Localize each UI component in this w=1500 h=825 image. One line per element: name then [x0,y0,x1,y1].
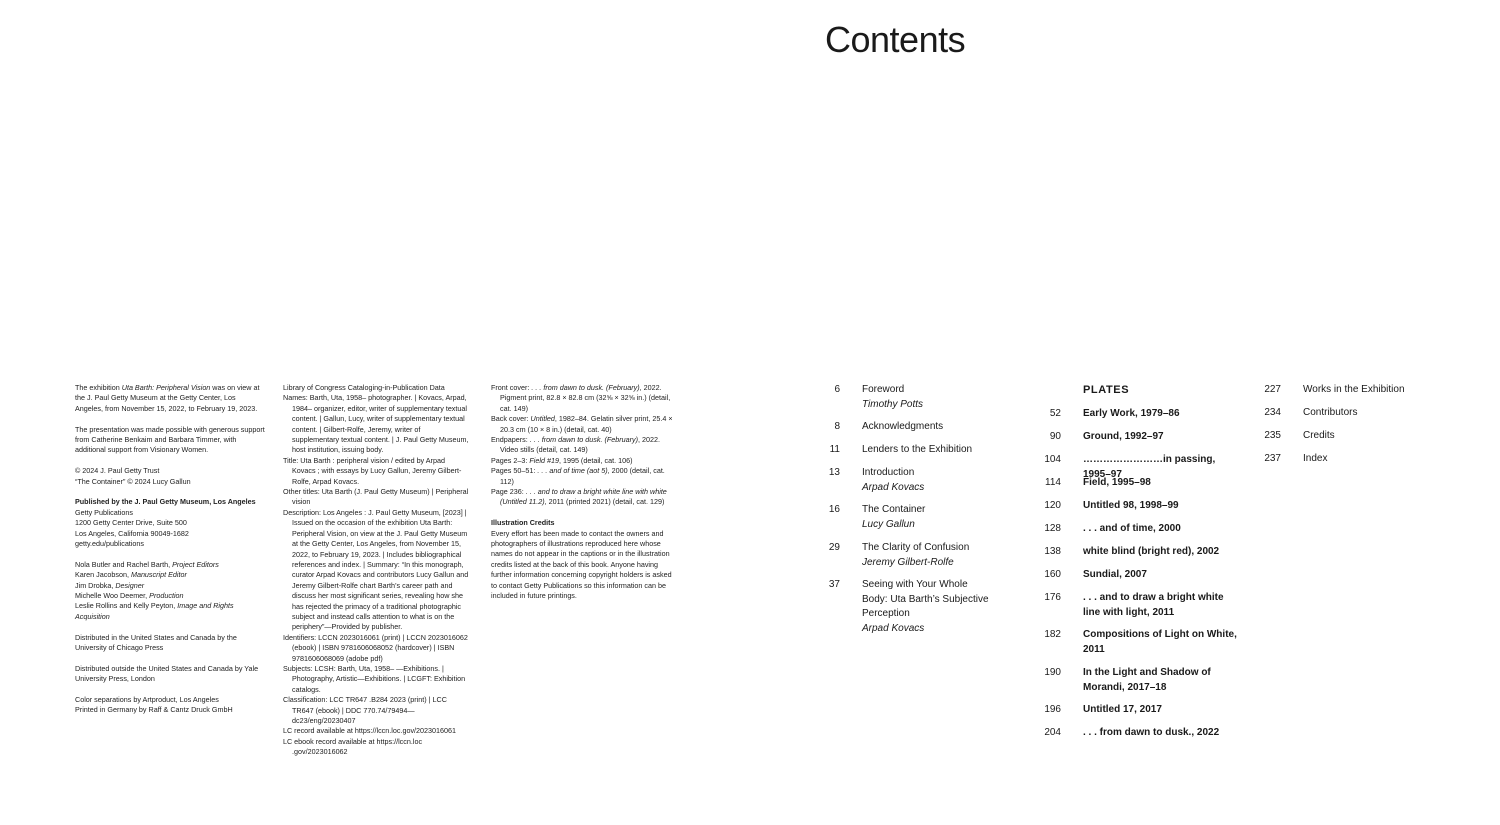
toc-page-number: 8 [834,421,840,432]
plate-page-number: 90 [1049,431,1061,442]
plates-heading: PLATES [1083,384,1130,396]
cip-line: LC record available at https://lccn.loc.gov/2023016061 [283,726,457,736]
endpapers-credit: Endpapers: . . . from dawn to dusk. (February), 2022. Video stills (detail, cat. 149) [491,435,660,455]
toc-page-number: 16 [828,504,840,515]
toc-page-number: 37 [828,579,840,590]
toc-title: The Clarity of Confusion Jeremy Gilbert-Rolfe [862,542,970,568]
cip-line: Description: Los Angeles : J. Paul Getty Museum, [2023] | Issued on the occasion of the exhibition Uta Barth: Peripheral Vision, on view at the J. Paul Getty Museum at the Getty Center, Los Angeles, from November 15, 2022, to February 19, 2023. | Includes bibliographical references and index. | Summary: “In this monograph, curator Arpad Kovacs and contributors Lucy Gallun and Jeremy Gilbert-Rolfe chart Barth’s career path and discuss her most significant series, revealing how she has rejected the primacy of a traditional photographic subject and instead calls attention to what is on the periphery”—Provided by publisher. [283,507,469,632]
plate-page-number: 114 [1045,477,1061,488]
exhibition-note: The exhibition Uta Barth: Peripheral Vision was on view at the J. Paul Getty Museum at the Getty Center, Los Angeles, from November 15, 2022, to February 19, 2023. [75,383,260,413]
toc-page-number: 235 [1264,430,1281,441]
plate-page-number: 120 [1044,500,1061,511]
toc-page-number: 6 [834,384,840,395]
plate-page-number: 104 [1044,454,1061,465]
cip-line: Identifiers: LCCN 2023016061 (print) | LCCN 2023016062 (ebook) | ISBN 9781606068052 (hardcover) | ISBN 9781606068069 (adobe pdf) [283,632,468,663]
plate-page-number: 138 [1044,546,1061,557]
toc-title: Contributors [1303,407,1358,418]
copyright-notice: © 2024 J. Paul Getty Trust “The Container” © 2024 Lucy Gallun [75,466,191,486]
toc-title: Credits [1303,430,1335,441]
front-cover-credit: Front cover: . . . from dawn to dusk. (February), 2022. Pigment print, 82.8 × 82.8 cm (32⅝ × 32⅝ in.) (detail, cat. 149) [491,383,671,413]
pages-2-3-credit: Pages 2–3: Field #19, 1995 (detail, cat. 106) [491,455,633,465]
toc-title: Works in the Exhibition [1303,384,1405,395]
toc-title: Index [1303,453,1328,464]
toc-page-number: 11 [829,444,840,455]
plate-page-number: 190 [1044,667,1061,678]
illustration-credits-heading: Illustration Credits [491,518,555,528]
plate-title: . . . and to draw a bright white line with light, 2011 [1083,592,1224,618]
image-credits-column [491,383,677,602]
toc-title: Foreword Timothy Potts [862,384,924,410]
plate-title: Sundial, 2007 [1083,569,1147,580]
publisher-info: Published by the J. Paul Getty Museum, Los Angeles Getty Publications 1200 Getty Center Drive, Suite 500 Los Angeles, California 90049-1682 getty.edu/publications [75,497,256,549]
toc-title: Seeing with Your Whole Body: Uta Barth’s Subjective Perception Arpad Kovacs [862,579,989,634]
cip-line: Names: Barth, Uta, 1958– photographer. | Kovacs, Arpad, 1984– organizer, editor, writer of supplementary textual content. | Gallun, Lucy, writer of supplementary textual content. | Gilbert-Rolfe, Jeremy, writer of supplementary textual content. | J. Paul Getty Museum, host institution, issuing body. [283,393,469,455]
copyright-column-1 [75,383,265,716]
page-236-credit: Page 236: . . . and to draw a bright white line with white (Untitled 11.2), 2011 (printed 2021) (detail, cat. 129) [491,487,667,507]
plate-title: In the Light and Shadow of Morandi, 2017–18 [1083,667,1211,693]
cip-line: LC ebook record available at https://lccn.loc .gov/2023016062 [283,736,423,757]
plate-title: . . . from dawn to dusk., 2022 [1083,727,1220,738]
plate-page-number: 182 [1044,629,1061,640]
distribution-us: Distributed in the United States and Canada by the University of Chicago Press [75,632,237,653]
plate-title: Early Work, 1979–86 [1083,408,1180,419]
staff-credits: Nola Butler and Rachel Barth, Project Editors Karen Jacobson, Manuscript Editor Jim Drobka, Designer Michelle Woo Deemer, Production Leslie Rollins and Kelly Peyton, Image and Rights Acquisition [75,559,234,621]
illustration-credits-body: Every effort has been made to contact the owners and photographers of illustrations reproduced here whose names do not appear in the captions or in the illustration credits listed at the back of this book. Anyone having further information concerning copyright holders is asked to contact Getty Publications so this information can be included in future printings. [491,528,672,601]
cip-line: Title: Uta Barth : peripheral vision / edited by Arpad Kovacs ; with essays by Lucy Gallun, Jeremy Gilbert-Rolfe, Arpad Kovacs. [283,455,462,486]
plate-title: Compositions of Light on White, 2011 [1083,629,1237,655]
contents-title: Contents [825,19,966,60]
plate-page-number: 160 [1044,569,1061,580]
toc-page-number: 227 [1264,384,1281,395]
plate-page-number: 176 [1044,592,1061,603]
support-note: The presentation was made possible with generous support from Catherine Benkaim and Barbara Timmer, with additional support from Visionary Women. [75,424,265,455]
toc-page-number: 29 [828,542,840,553]
printing-info: Color separations by Artproduct, Los Angeles Printed in Germany by Raff & Cantz Druck GmbH [75,695,233,715]
plate-title: . . . and of time, 2000 [1083,523,1181,534]
cip-data-column [283,383,469,758]
plate-page-number: 128 [1044,523,1061,534]
plate-title: ……………………in passing, 1995–97 [1083,454,1216,480]
toc-page-number: 13 [828,467,840,478]
cip-line: Subjects: LCSH: Barth, Uta, 1958– —Exhibitions. | Photography, Artistic—Exhibitions. | LCGFT: Exhibition catalogs. [283,663,466,694]
plate-title: Untitled 17, 2017 [1083,704,1162,715]
plate-title: Ground, 1992–97 [1083,431,1164,442]
plate-page-number: 204 [1044,727,1061,738]
cip-line: Classification: LCC TR647 .B284 2023 (print) | LCC TR647 (ebook) | DDC 770.74/79494—dc23/eng/20230407 [283,695,447,725]
pages-50-51-credit: Pages 50–51: . . . and of time (aot 5), 2000 (detail, cat. 112) [491,466,665,486]
plate-title: Field, 1995–98 [1083,477,1151,488]
toc-title: The Container Lucy Gallun [862,504,926,530]
distribution-intl: Distributed outside the United States and Canada by Yale University Press, London [75,663,259,684]
plate-title: Untitled 98, 1998–99 [1083,500,1179,511]
toc-title: Acknowledgments [862,421,944,432]
cip-line: Library of Congress Cataloging-in-Publication Data [283,383,445,392]
back-cover-credit: Back cover: Untitled, 1982–84. Gelatin silver print, 25.4 × 20.3 cm (10 × 8 in.) (detail, cat. 40) [491,414,673,434]
toc-title: Lenders to the Exhibition [862,444,973,455]
plate-page-number: 52 [1049,408,1061,419]
plate-title: white blind (bright red), 2002 [1083,546,1220,557]
plate-page-number: 196 [1044,704,1061,715]
toc-page-number: 234 [1264,407,1281,418]
cip-line: Other titles: Uta Barth (J. Paul Getty Museum) | Peripheral vision [283,487,469,507]
toc-page-number: 237 [1264,453,1281,464]
toc-title: Introduction Arpad Kovacs [862,467,925,493]
